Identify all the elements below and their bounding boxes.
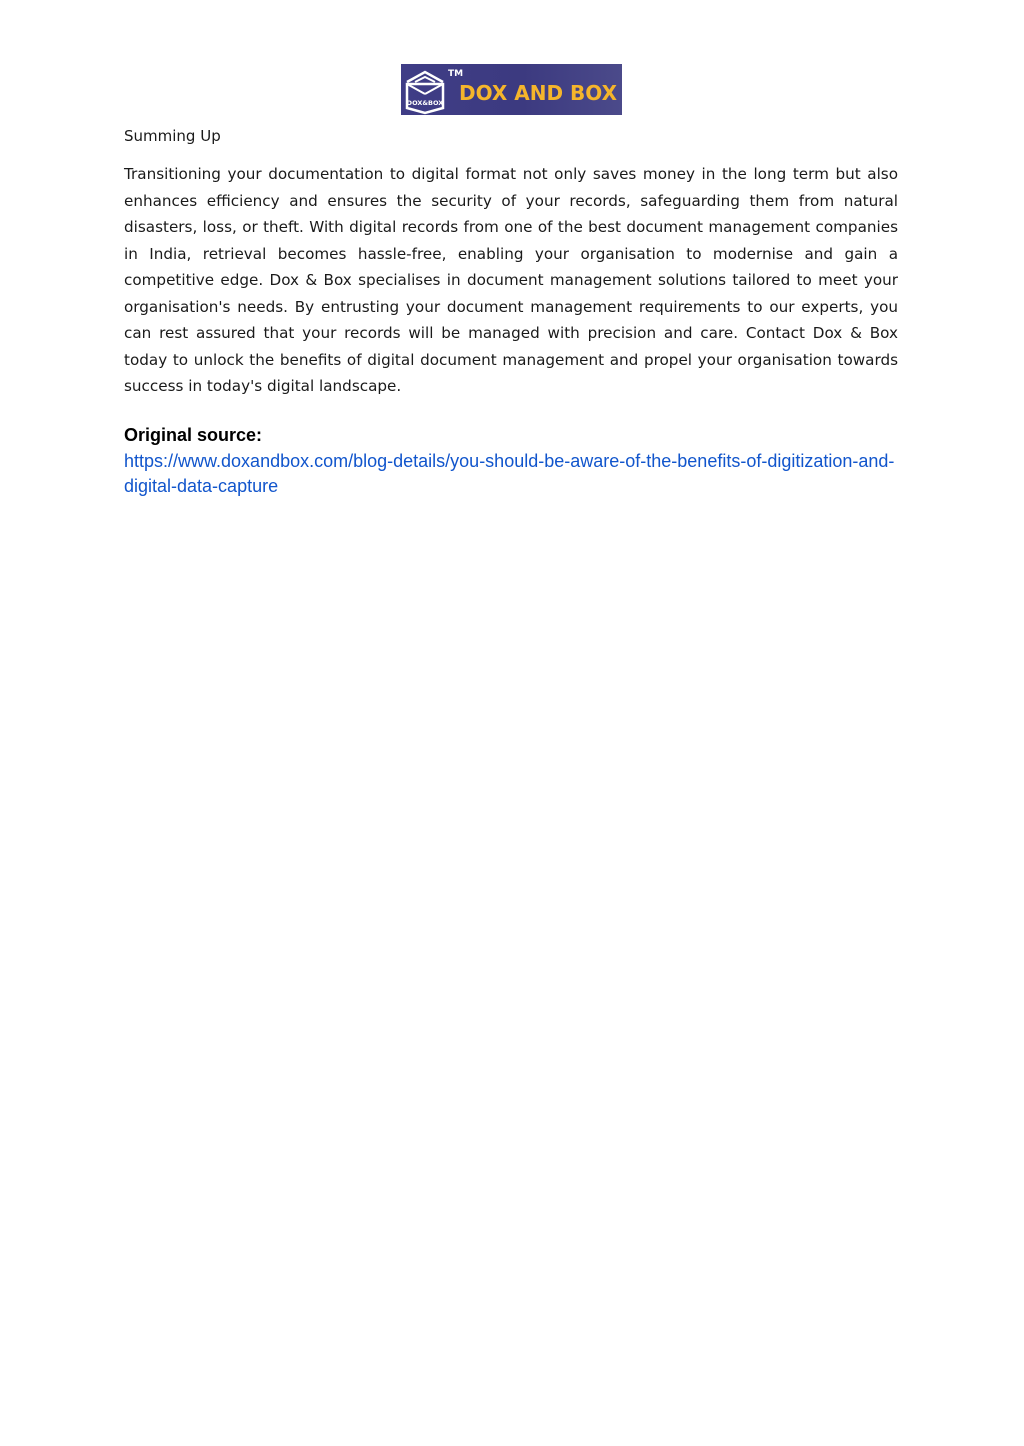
- logo-box-label: DOX&BOX: [406, 99, 444, 107]
- logo-trademark: TM: [448, 69, 464, 79]
- body-paragraph: Transitioning your documentation to digital format not only saves money in the long term but also enhances efficiency and ensures the security of your records, safeguarding them from natural disasters, loss, or theft. With digital records from one of the best document management companies in India, retrieval becomes hassle-free, enabling your organisation to modernise and gain a competitive edge. Dox & Box specialises in document management solutions tailored to meet your organisation's needs. By entrusting your document management requirements to our experts, you can rest assured that your records will be managed with precision and care. Contact Dox & Box today to unlock the benefits of digital document management and propel your organisation towards success in today's digital landscape.: [124, 165, 898, 395]
- source-link[interactable]: https://www.doxandbox.com/blog-details/you-should-be-aware-of-the-benefits-of-digitization-and-digital-data-capture: [124, 451, 895, 496]
- source-label: Original source:: [124, 425, 263, 445]
- logo-wordmark: DOX AND BOX: [459, 81, 618, 105]
- section-heading: Summing Up: [124, 127, 221, 145]
- brand-logo: [401, 64, 622, 115]
